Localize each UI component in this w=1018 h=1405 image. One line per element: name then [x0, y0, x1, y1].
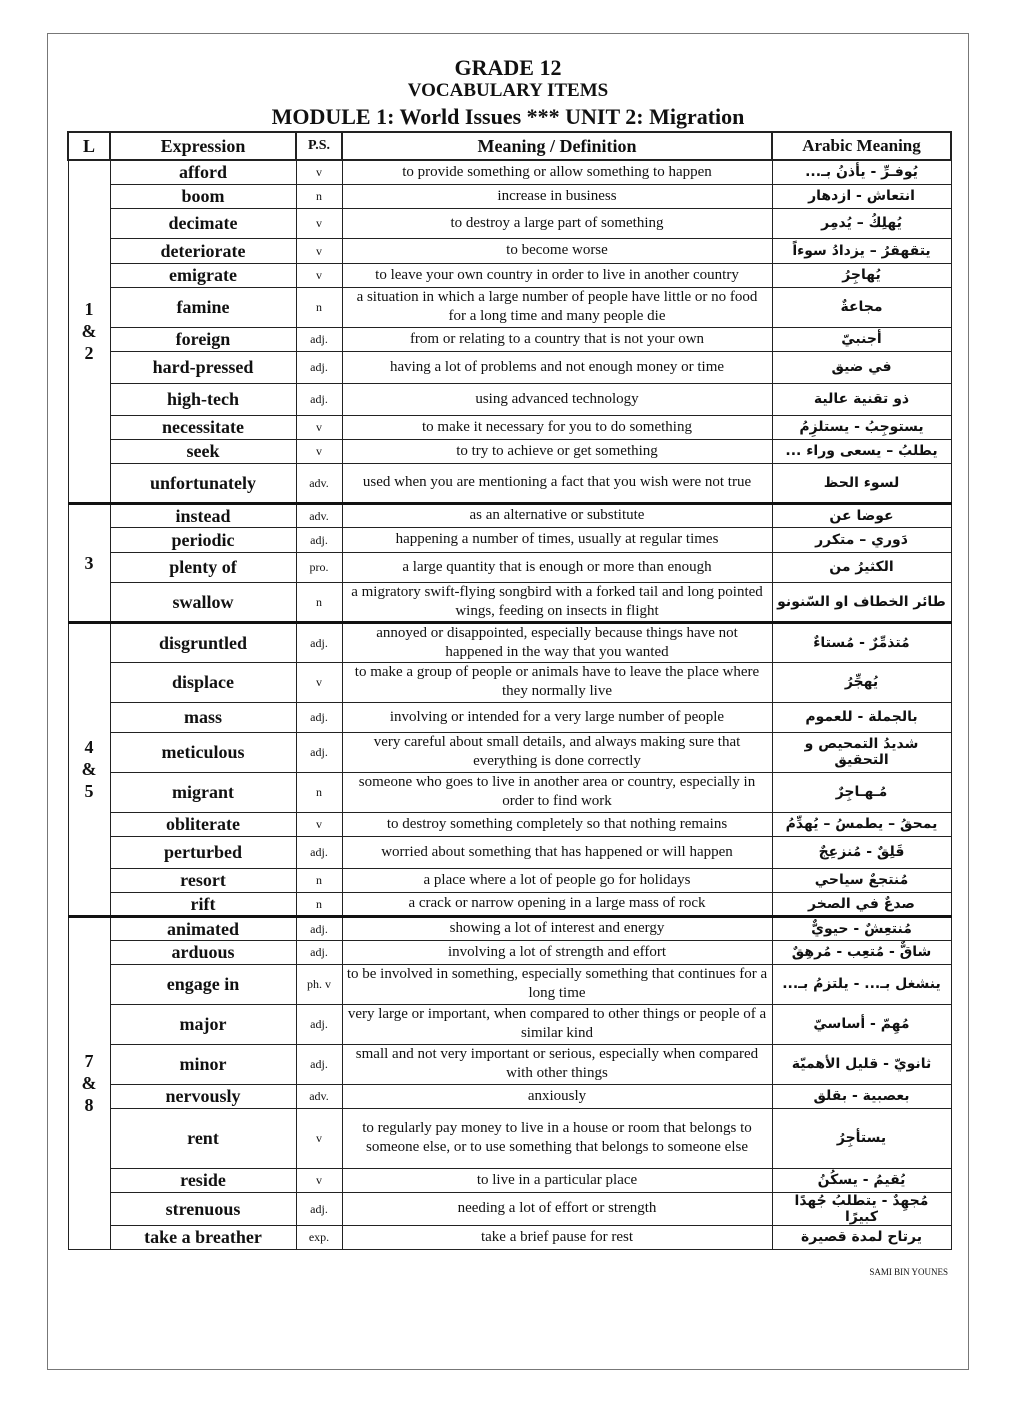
lesson-cell: 4 & 5: [68, 622, 110, 916]
table-row: [68, 439, 951, 463]
part-of-speech-cell: adj.: [296, 940, 342, 964]
meaning-cell: to provide something or allow something to happen: [342, 160, 772, 184]
expression-cell: foreign: [110, 327, 296, 351]
author-credit: SAMI BIN YOUNES: [869, 1267, 948, 1277]
table-row: [68, 732, 951, 772]
table-row: [68, 160, 951, 184]
expression-cell: engage in: [110, 964, 296, 1004]
arabic-meaning-cell: يُهجِّرُ: [772, 662, 951, 702]
meaning-cell: as an alternative or substitute: [342, 503, 772, 527]
expression-cell: deteriorate: [110, 238, 296, 263]
table-row: [68, 1192, 951, 1225]
meaning-cell: anxiously: [342, 1084, 772, 1108]
part-of-speech-cell: adv.: [296, 463, 342, 503]
part-of-speech-cell: v: [296, 1168, 342, 1192]
col-header-arabic: Arabic Meaning: [772, 132, 951, 160]
expression-cell: arduous: [110, 940, 296, 964]
table-row: [68, 463, 951, 503]
part-of-speech-cell: v: [296, 160, 342, 184]
table-row: [68, 503, 951, 527]
arabic-meaning-cell: مُجهِدٌ - يتطلبُ جُهدًا كبيرًا: [772, 1192, 951, 1225]
table-row: [68, 662, 951, 702]
expression-cell: migrant: [110, 772, 296, 812]
expression-cell: take a breather: [110, 1225, 296, 1249]
expression-cell: animated: [110, 916, 296, 940]
expression-cell: periodic: [110, 527, 296, 552]
meaning-cell: worried about something that has happened or will happen: [342, 836, 772, 868]
table-row: [68, 836, 951, 868]
table-row: [68, 772, 951, 812]
meaning-cell: showing a lot of interest and energy: [342, 916, 772, 940]
part-of-speech-cell: adj.: [296, 1004, 342, 1044]
arabic-meaning-cell: يطلبُ – يسعى وراء ...: [772, 439, 951, 463]
expression-cell: necessitate: [110, 415, 296, 439]
meaning-cell: to live in a particular place: [342, 1168, 772, 1192]
part-of-speech-cell: n: [296, 868, 342, 892]
lesson-cell: 7 & 8: [68, 916, 110, 1249]
meaning-cell: a crack or narrow opening in a large mass of rock: [342, 892, 772, 916]
expression-cell: reside: [110, 1168, 296, 1192]
vocabulary-subtitle: VOCABULARY ITEMS: [407, 80, 609, 101]
table-row: [68, 1108, 951, 1168]
arabic-meaning-cell: مُنتعِشٌ - حيويٌّ: [772, 916, 951, 940]
arabic-meaning-cell: الكثيرُ من: [772, 552, 951, 582]
meaning-cell: from or relating to a country that is not your own: [342, 327, 772, 351]
expression-cell: displace: [110, 662, 296, 702]
meaning-cell: very careful about small details, and always making sure that everything is done correctly: [342, 732, 772, 772]
arabic-meaning-cell: يُوفـرِّ - يأذنُ بـ...: [772, 160, 951, 184]
table-row: [68, 702, 951, 732]
expression-cell: emigrate: [110, 263, 296, 287]
table-row: [68, 1004, 951, 1044]
expression-cell: perturbed: [110, 836, 296, 868]
expression-cell: obliterate: [110, 812, 296, 836]
part-of-speech-cell: n: [296, 892, 342, 916]
arabic-meaning-cell: شديدُ التمحيص و التحقيق: [772, 732, 951, 772]
col-header-meaning: Meaning / Definition: [342, 132, 772, 160]
col-header-ps: P.S.: [296, 132, 342, 160]
table-row: [68, 868, 951, 892]
col-header-lesson: L: [68, 132, 110, 160]
meaning-cell: a large quantity that is enough or more than enough: [342, 552, 772, 582]
arabic-meaning-cell: يستوجِبُ - يستلزِمُ: [772, 415, 951, 439]
expression-cell: hard-pressed: [110, 351, 296, 383]
part-of-speech-cell: v: [296, 238, 342, 263]
part-of-speech-cell: v: [296, 662, 342, 702]
table-row: [68, 208, 951, 238]
part-of-speech-cell: adv.: [296, 503, 342, 527]
expression-cell: instead: [110, 503, 296, 527]
meaning-cell: take a brief pause for rest: [342, 1225, 772, 1249]
expression-cell: rent: [110, 1108, 296, 1168]
part-of-speech-cell: v: [296, 263, 342, 287]
lesson-cell: 3: [68, 503, 110, 622]
part-of-speech-cell: v: [296, 439, 342, 463]
meaning-cell: to destroy something completely so that nothing remains: [342, 812, 772, 836]
part-of-speech-cell: ph. v: [296, 964, 342, 1004]
part-of-speech-cell: adj.: [296, 622, 342, 662]
meaning-cell: small and not very important or serious, especially when compared with other things: [342, 1044, 772, 1084]
meaning-cell: involving a lot of strength and effort: [342, 940, 772, 964]
grade-title: GRADE 12: [454, 55, 562, 80]
table-row: [68, 552, 951, 582]
arabic-meaning-cell: مُنتجعٌ سياحي: [772, 868, 951, 892]
arabic-meaning-cell: ثانويّ - قليل الأهميّة: [772, 1044, 951, 1084]
expression-cell: disgruntled: [110, 622, 296, 662]
meaning-cell: to make it necessary for you to do something: [342, 415, 772, 439]
expression-cell: strenuous: [110, 1192, 296, 1225]
meaning-cell: increase in business: [342, 184, 772, 208]
expression-cell: resort: [110, 868, 296, 892]
table-header-row: [68, 132, 951, 160]
arabic-meaning-cell: بالجملة - للعموم: [772, 702, 951, 732]
part-of-speech-cell: adv.: [296, 1084, 342, 1108]
arabic-meaning-cell: مُهِمّ - أساسيّ: [772, 1004, 951, 1044]
table-row: [68, 622, 951, 662]
part-of-speech-cell: pro.: [296, 552, 342, 582]
arabic-meaning-cell: مُتذمِّرٌ - مُستاءٌ: [772, 622, 951, 662]
arabic-meaning-cell: قَلِقٌ - مُنزعِجٌ: [772, 836, 951, 868]
part-of-speech-cell: adj.: [296, 327, 342, 351]
expression-cell: mass: [110, 702, 296, 732]
expression-cell: rift: [110, 892, 296, 916]
arabic-meaning-cell: يُهاجِرُ: [772, 263, 951, 287]
arabic-meaning-cell: يرتاح لمدة قصيرة: [772, 1225, 951, 1249]
table-row: [68, 916, 951, 940]
part-of-speech-cell: n: [296, 184, 342, 208]
expression-cell: meticulous: [110, 732, 296, 772]
part-of-speech-cell: adj.: [296, 732, 342, 772]
arabic-meaning-cell: عوضا عن: [772, 503, 951, 527]
arabic-meaning-cell: أجنبيّ: [772, 327, 951, 351]
meaning-cell: to leave your own country in order to live in another country: [342, 263, 772, 287]
expression-cell: nervously: [110, 1084, 296, 1108]
part-of-speech-cell: n: [296, 287, 342, 327]
arabic-meaning-cell: يستأجِرُ: [772, 1108, 951, 1168]
table-row: [68, 327, 951, 351]
part-of-speech-cell: v: [296, 208, 342, 238]
meaning-cell: annoyed or disappointed, especially because things have not happened in the way that you wanted: [342, 622, 772, 662]
meaning-cell: to become worse: [342, 238, 772, 263]
part-of-speech-cell: n: [296, 772, 342, 812]
meaning-cell: to make a group of people or animals have to leave the place where they normally live: [342, 662, 772, 702]
expression-cell: unfortunately: [110, 463, 296, 503]
part-of-speech-cell: adj.: [296, 527, 342, 552]
meaning-cell: having a lot of problems and not enough money or time: [342, 351, 772, 383]
arabic-meaning-cell: شاقٌّ - مُتعِب - مُرهِقٌ: [772, 940, 951, 964]
arabic-meaning-cell: مجاعةٌ: [772, 287, 951, 327]
table-row: [68, 238, 951, 263]
table-row: [68, 263, 951, 287]
table-row: [68, 415, 951, 439]
arabic-meaning-cell: يتقهقرُ – يزدادُ سوءاً: [772, 238, 951, 263]
table-row: [68, 892, 951, 916]
meaning-cell: a situation in which a large number of people have little or no food for a long time and many people die: [342, 287, 772, 327]
expression-cell: boom: [110, 184, 296, 208]
meaning-cell: happening a number of times, usually at regular times: [342, 527, 772, 552]
table-row: [68, 812, 951, 836]
arabic-meaning-cell: يُقيمُ - يسكُنُ: [772, 1168, 951, 1192]
meaning-cell: involving or intended for a very large number of people: [342, 702, 772, 732]
meaning-cell: to regularly pay money to live in a house or room that belongs to someone else, or to use something that belongs to someone else: [342, 1108, 772, 1168]
meaning-cell: needing a lot of effort or strength: [342, 1192, 772, 1225]
expression-cell: decimate: [110, 208, 296, 238]
arabic-meaning-cell: ذو تقنية عالية: [772, 383, 951, 415]
arabic-meaning-cell: صدعٌ في الصخر: [772, 892, 951, 916]
expression-cell: plenty of: [110, 552, 296, 582]
part-of-speech-cell: adj.: [296, 1192, 342, 1225]
arabic-meaning-cell: طائر الخطاف او السّنونو: [772, 582, 951, 622]
vocabulary-table: [67, 131, 952, 1250]
col-header-expression: Expression: [110, 132, 296, 160]
meaning-cell: to be involved in something, especially something that continues for a long time: [342, 964, 772, 1004]
table-row: [68, 527, 951, 552]
part-of-speech-cell: adj.: [296, 383, 342, 415]
table-row: [68, 287, 951, 327]
part-of-speech-cell: v: [296, 1108, 342, 1168]
table-row: [68, 582, 951, 622]
meaning-cell: to destroy a large part of something: [342, 208, 772, 238]
arabic-meaning-cell: انتعاش - ازدهار: [772, 184, 951, 208]
part-of-speech-cell: n: [296, 582, 342, 622]
table-body: [68, 160, 951, 1249]
expression-cell: afford: [110, 160, 296, 184]
table-row: [68, 184, 951, 208]
arabic-meaning-cell: مُـهـاجِرٌ: [772, 772, 951, 812]
arabic-meaning-cell: بعصبية - بقلق: [772, 1084, 951, 1108]
part-of-speech-cell: exp.: [296, 1225, 342, 1249]
lesson-cell: 1 & 2: [68, 160, 110, 503]
table-row: [68, 1084, 951, 1108]
table-row: [68, 351, 951, 383]
table-row: [68, 383, 951, 415]
meaning-cell: a place where a lot of people go for holidays: [342, 868, 772, 892]
part-of-speech-cell: adj.: [296, 836, 342, 868]
arabic-meaning-cell: يمحقُ – يطمسُ – يُهدِّمُ: [772, 812, 951, 836]
arabic-meaning-cell: لسوء الحظ: [772, 463, 951, 503]
expression-cell: major: [110, 1004, 296, 1044]
expression-cell: famine: [110, 287, 296, 327]
part-of-speech-cell: adj.: [296, 351, 342, 383]
expression-cell: swallow: [110, 582, 296, 622]
table-row: [68, 1044, 951, 1084]
part-of-speech-cell: v: [296, 812, 342, 836]
arabic-meaning-cell: دَوري – متكرر: [772, 527, 951, 552]
part-of-speech-cell: v: [296, 415, 342, 439]
meaning-cell: a migratory swift-flying songbird with a forked tail and long pointed wings, feeding on insects in flight: [342, 582, 772, 622]
meaning-cell: to try to achieve or get something: [342, 439, 772, 463]
table-row: [68, 1225, 951, 1249]
arabic-meaning-cell: يُهلِكُ – يُدمِر: [772, 208, 951, 238]
expression-cell: minor: [110, 1044, 296, 1084]
part-of-speech-cell: adj.: [296, 702, 342, 732]
module-title: MODULE 1: World Issues *** UNIT 2: Migration: [271, 104, 745, 129]
expression-cell: high-tech: [110, 383, 296, 415]
meaning-cell: used when you are mentioning a fact that you wish were not true: [342, 463, 772, 503]
expression-cell: seek: [110, 439, 296, 463]
table-row: [68, 1168, 951, 1192]
meaning-cell: using advanced technology: [342, 383, 772, 415]
table-row: [68, 964, 951, 1004]
arabic-meaning-cell: ينشغل بـ... - يلتزمُ بـ...: [772, 964, 951, 1004]
arabic-meaning-cell: في ضيق: [772, 351, 951, 383]
meaning-cell: someone who goes to live in another area or country, especially in order to find work: [342, 772, 772, 812]
meaning-cell: very large or important, when compared to other things or people of a similar kind: [342, 1004, 772, 1044]
part-of-speech-cell: adj.: [296, 916, 342, 940]
table-row: [68, 940, 951, 964]
part-of-speech-cell: adj.: [296, 1044, 342, 1084]
